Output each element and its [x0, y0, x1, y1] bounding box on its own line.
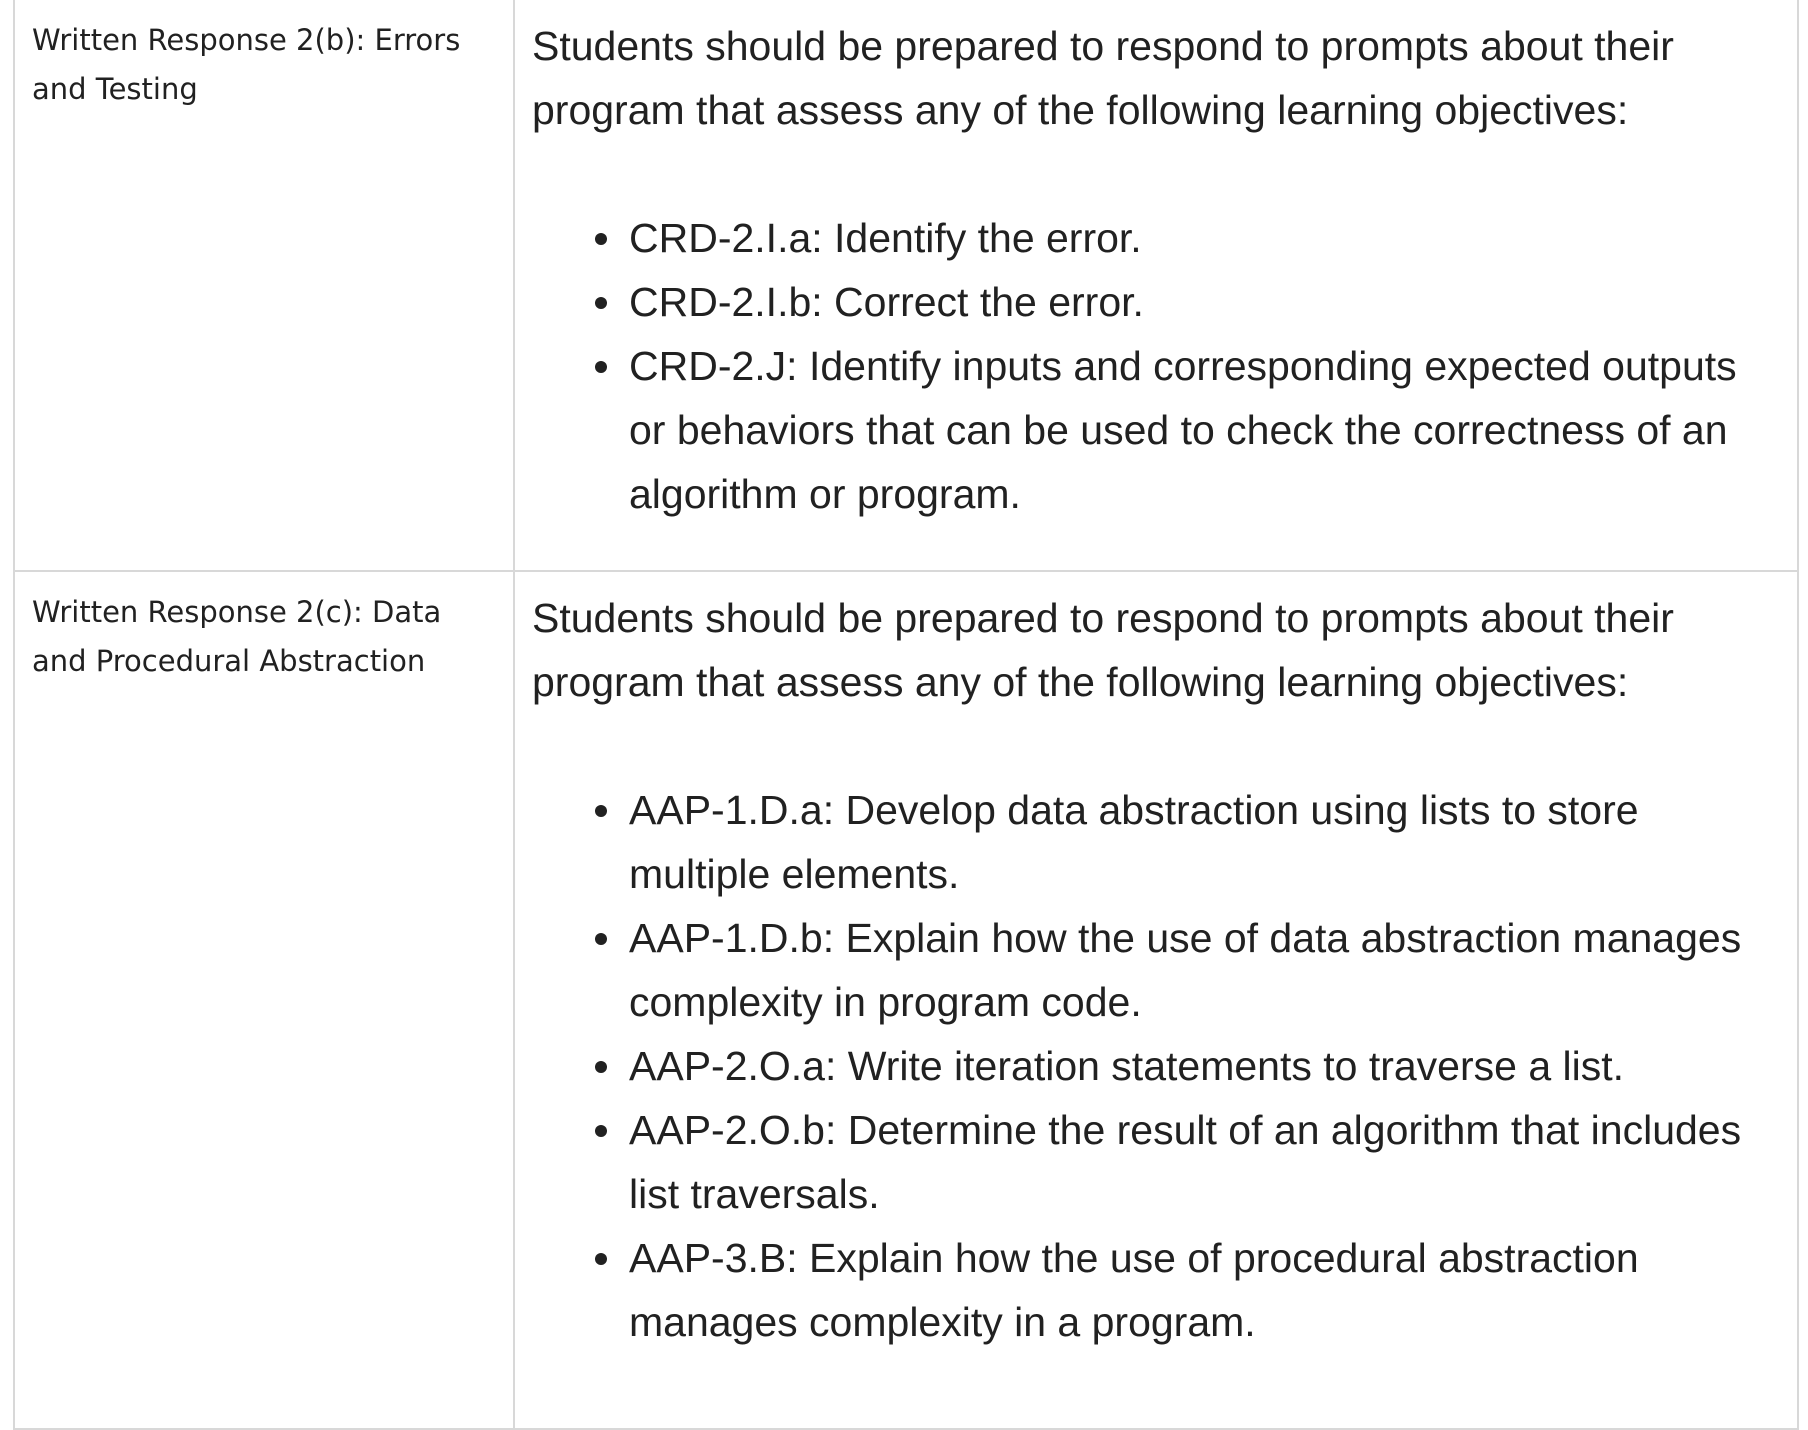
list-item: AAP-2.O.a: Write iteration statements to traverse a list. [629, 1034, 1757, 1098]
section-content [514, 571, 1798, 1429]
section-content [514, 0, 1798, 571]
list-item: AAP-1.D.b: Explain how the use of data abstraction manages complexity in program code. [629, 906, 1757, 1034]
list-item: CRD-2.J: Identify inputs and corresponding expected outputs or behaviors that can be used to check the correctness of an algorithm or program. [629, 334, 1757, 526]
list-item: CRD-2.I.b: Correct the error. [629, 270, 1757, 334]
table-row [14, 571, 1798, 1429]
section-label: Written Response 2(c): Data and Procedural Abstraction [14, 571, 514, 1429]
table-row [14, 0, 1798, 571]
intro-text: Students should be prepared to respond to prompts about their program that assess any of the following learning objectives: [532, 23, 1674, 133]
list-item: AAP-3.B: Explain how the use of procedural abstraction manages complexity in a program. [629, 1226, 1757, 1354]
list-item: CRD-2.I.a: Identify the error. [629, 206, 1757, 270]
objective-list [532, 778, 1757, 1354]
objective-list [532, 206, 1757, 526]
list-item: AAP-1.D.a: Develop data abstraction using lists to store multiple elements. [629, 778, 1757, 906]
section-label: Written Response 2(b): Errors and Testing [14, 0, 514, 571]
learning-objectives-table [13, 0, 1799, 1430]
intro-text: Students should be prepared to respond to prompts about their program that assess any of the following learning objectives: [532, 595, 1674, 705]
list-item: AAP-2.O.b: Determine the result of an algorithm that includes list traversals. [629, 1098, 1757, 1226]
